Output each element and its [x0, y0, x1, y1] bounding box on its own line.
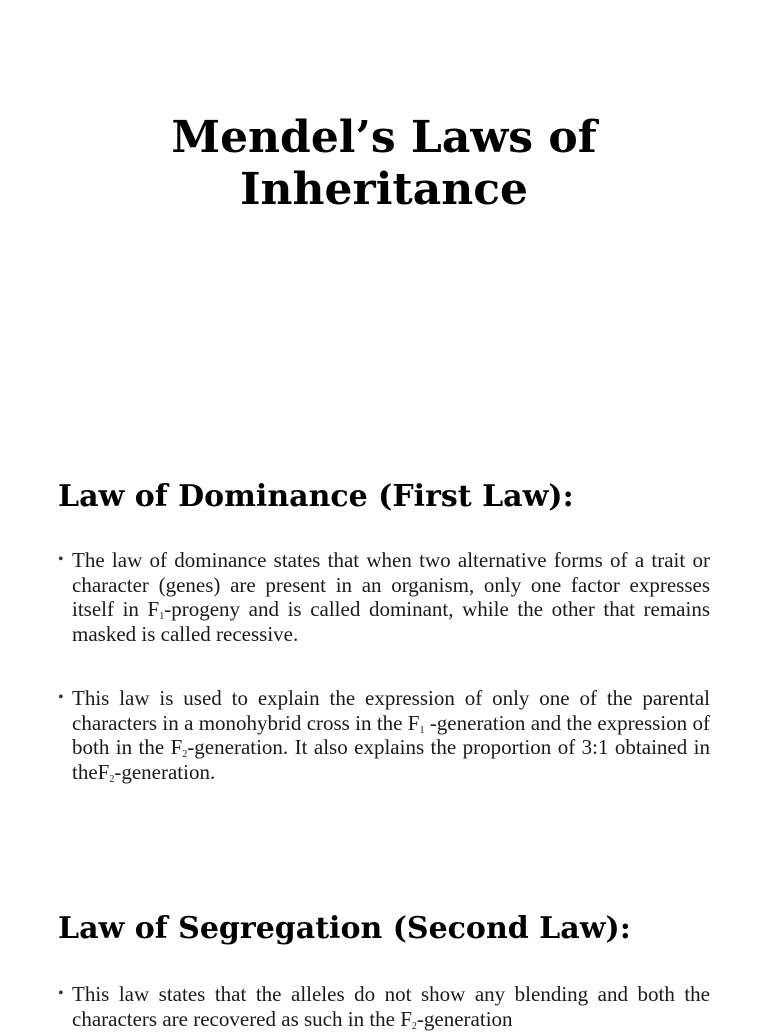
segregation-bullet-1 — [58, 982, 710, 1031]
segregation-slide — [0, 910, 768, 1031]
dominance-bullet-1-text-b: -progeny and is called dominant, while the other that remains masked is called recessive. — [72, 597, 710, 646]
segregation-heading: Law of Segregation (Second Law): — [58, 911, 631, 946]
dominance-bullet-1 — [58, 548, 710, 646]
segregation-bullet-1-text-a: This law states that the alleles do not show any blending and both the characters are recovered as such in the F — [72, 982, 710, 1031]
dominance-bullet-2 — [58, 686, 710, 784]
dominance-slide — [0, 478, 768, 784]
dominance-bullet-1-text-a: The law of dominance states that when two alternative forms of a trait or character (genes) are present in an organism, only one factor expresses itself in F — [72, 548, 710, 621]
dominance-heading: Law of Dominance (First Law): — [58, 479, 574, 514]
dominance-bullet-2-sub-a: 1 — [419, 724, 425, 736]
dominance-bullet-2-text-b: -generation and the expression of both in the F — [72, 710, 710, 759]
page-title — [0, 112, 768, 216]
dominance-bullet-2-text-a: This law is used to explain the expression of only one of the parental characters in a monohybrid cross in the F — [72, 686, 710, 735]
segregation-bullet-1-sub-a: 2 — [411, 1020, 417, 1032]
title-line-2: Inheritance — [239, 164, 529, 215]
dominance-bullet-2-text-d: -generation. — [114, 759, 216, 784]
dominance-bullet-2-sub-b: 2 — [182, 749, 188, 760]
segregation-bullet-1-text-b: -generation — [416, 1006, 513, 1031]
title-line-1: Mendel’s Laws of — [171, 112, 597, 163]
dominance-bullet-2-text-c: -generation. It also explains the proportion of 3:1 obtained in theF — [72, 735, 710, 784]
dominance-bullet-list — [58, 548, 710, 784]
dominance-bullet-2-sub-c: 2 — [109, 773, 115, 785]
title-slide — [0, 0, 768, 420]
segregation-bullet-list — [58, 982, 710, 1031]
dominance-bullet-1-sub-a: 1 — [159, 611, 165, 622]
